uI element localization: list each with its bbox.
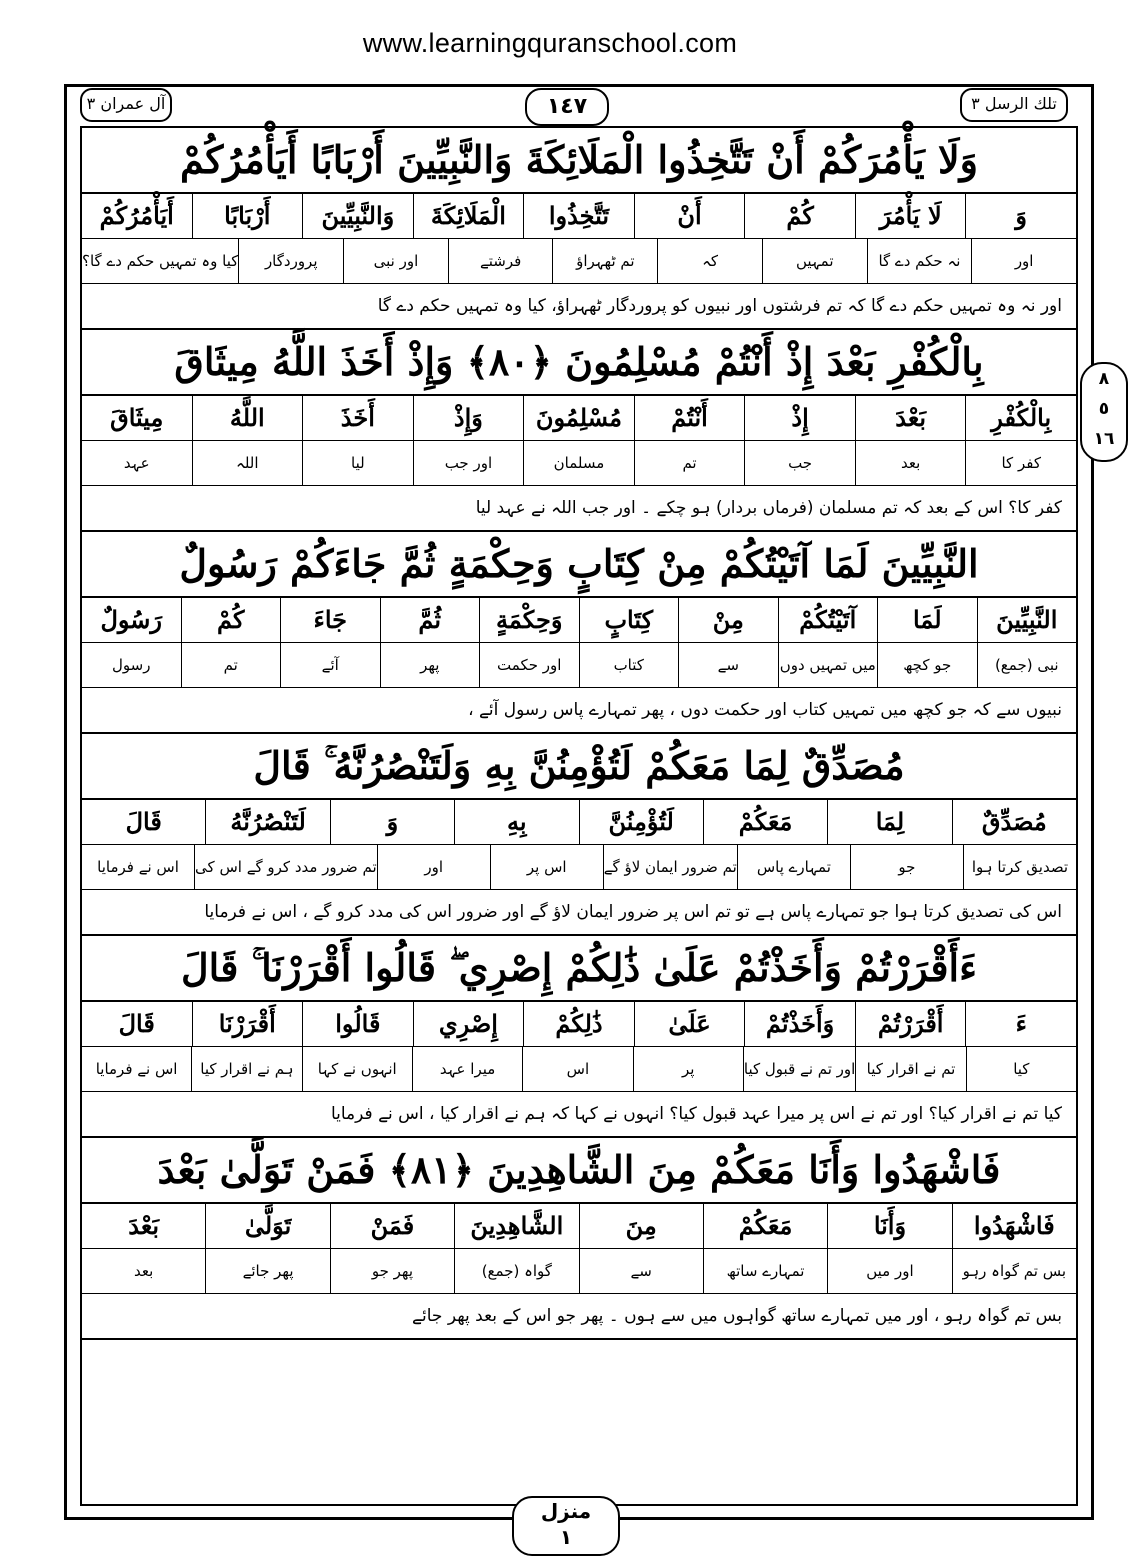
meaning-row <box>82 239 1076 284</box>
page-number: ١٤٧ <box>525 88 609 126</box>
surah-label: آل عمران ٣ <box>80 88 172 122</box>
meaning-cell: کتاب <box>579 643 679 687</box>
meaning-cell: اور <box>971 239 1076 283</box>
word-cell: مُصَدِّقٌ <box>952 800 1076 844</box>
meaning-cell: تم ضرور ایمان لاؤ گے <box>603 845 737 889</box>
meaning-cell: تمہیں <box>762 239 867 283</box>
word-cell: الشَّاهِدِينَ <box>454 1204 578 1248</box>
meaning-row <box>82 1047 1076 1092</box>
quran-line: وَلَا يَأْمُرَكُمْ أَنْ تَتَّخِذُوا الْمَلَائِكَةَ وَالنَّبِيِّينَ أَرْبَابًا أَيَأْمُرُكُمْ <box>82 128 1076 194</box>
word-cell: فَمَنْ <box>330 1204 454 1248</box>
meaning-cell: میرا عہد <box>412 1047 522 1091</box>
meaning-cell: ہم نے اقرار کیا <box>191 1047 301 1091</box>
word-cell: أَقْرَرْتُمْ <box>855 1002 966 1046</box>
word-cell: أَقْرَرْنَا <box>192 1002 303 1046</box>
meaning-cell: پھر <box>380 643 480 687</box>
meaning-cell: جب <box>744 441 855 485</box>
word-cell: أَرْبَابًا <box>192 194 303 238</box>
meaning-cell: انہوں نے کہا <box>302 1047 412 1091</box>
word-cell: كُمْ <box>744 194 855 238</box>
meaning-cell: اور <box>377 845 490 889</box>
quran-line: فَاشْهَدُوا وَأَنَا مَعَكُمْ مِنَ الشَّاهِدِينَ ﴿٨١﴾ فَمَنْ تَوَلَّىٰ بَعْدَ <box>82 1138 1076 1204</box>
word-row <box>82 194 1076 239</box>
meaning-cell: پھر جائے <box>205 1249 329 1293</box>
page-content <box>82 128 1076 1340</box>
meaning-cell: مسلمان <box>523 441 634 485</box>
word-cell: مِيثَاقَ <box>110 403 164 432</box>
juz-label: تلك الرسل ٣ <box>960 88 1068 122</box>
meaning-cell: فرشتے <box>448 239 553 283</box>
word-cell: فَاشْهَدُوا <box>952 1204 1076 1248</box>
translation-line: بس تم گواہ رہو ، اور میں تمہارے ساتھ گواہوں میں سے ہوں ۔ پھر جو اس کے بعد پھر جائے <box>82 1294 1076 1340</box>
word-cell: مُسْلِمُونَ <box>523 396 634 440</box>
meaning-cell: تم ٹھہراؤ <box>552 239 657 283</box>
word-row <box>82 1204 1076 1249</box>
meaning-cell: اس نے فرمایا <box>97 858 179 876</box>
meaning-cell: اللہ <box>192 441 303 485</box>
translation-line: اور نہ وہ تمہیں حکم دے گا کہ تم فرشتوں اور نبیوں کو پروردگار ٹھہراؤ، کیا وہ تمہیں حکم دے گا <box>82 284 1076 330</box>
word-cell: رَسُولٌ <box>100 605 163 634</box>
section-5 <box>82 936 1076 1138</box>
meaning-cell: اور تم نے قبول کیا <box>743 1047 855 1091</box>
word-cell: مَعَكُمْ <box>703 800 827 844</box>
word-cell: أَيَأْمُرُكُمْ <box>99 201 174 230</box>
word-cell: أَنْ <box>634 194 745 238</box>
word-row <box>82 800 1076 845</box>
word-cell: ثُمَّ <box>380 598 480 642</box>
meaning-cell: جو کچھ <box>877 643 977 687</box>
word-row <box>82 598 1076 643</box>
word-cell: قَالُوا <box>302 1002 413 1046</box>
meaning-cell: کہ <box>657 239 762 283</box>
meaning-cell: اور جب <box>413 441 524 485</box>
section-1 <box>82 128 1076 330</box>
meaning-row <box>82 643 1076 688</box>
meaning-cell: پھر جو <box>330 1249 454 1293</box>
meaning-cell: بس تم گواہ رہو <box>952 1249 1076 1293</box>
word-cell: كِتَابٍ <box>579 598 679 642</box>
word-cell: عَلَىٰ <box>634 1002 745 1046</box>
meaning-cell: تمہارے ساتھ <box>703 1249 827 1293</box>
meaning-cell: جو <box>850 845 963 889</box>
ruku-marker <box>1080 362 1128 462</box>
meaning-cell: تم <box>634 441 745 485</box>
word-cell: أَنْتُمْ <box>634 396 745 440</box>
meaning-cell: بعد <box>855 441 966 485</box>
meaning-cell: تم <box>181 643 281 687</box>
word-cell: بَعْدَ <box>855 396 966 440</box>
section-6 <box>82 1138 1076 1340</box>
quran-line: مُصَدِّقٌ لِمَا مَعَكُمْ لَتُؤْمِنُنَّ بِهِ وَلَتَنْصُرُنَّهُ ۚ قَالَ <box>82 734 1076 800</box>
word-cell: لَتَنْصُرُنَّهُ <box>205 800 329 844</box>
word-cell: بَعْدَ <box>128 1211 160 1240</box>
meaning-cell: تم نے اقرار کیا <box>855 1047 965 1091</box>
meaning-cell: بعد <box>134 1262 154 1280</box>
section-4 <box>82 734 1076 936</box>
translation-line: نبیوں سے کہ جو کچھ میں تمہیں کتاب اور حکمت دوں ، پھر تمہارے پاس رسول آئے ، <box>82 688 1076 734</box>
meaning-cell: اور نبی <box>343 239 448 283</box>
quran-line: بِالْكُفْرِ بَعْدَ إِذْ أَنْتُمْ مُسْلِمُونَ ﴿٨٠﴾ وَإِذْ أَخَذَ اللَّهُ مِيثَاقَ <box>82 330 1076 396</box>
meaning-cell: تم ضرور مدد کرو گے اس کی <box>194 845 377 889</box>
word-cell: إِذْ <box>744 396 855 440</box>
word-cell: الْمَلَائِكَةَ <box>413 194 524 238</box>
word-cell: وَحِكْمَةٍ <box>479 598 579 642</box>
ruku-bottom: ١٦ <box>1093 429 1115 449</box>
meaning-cell: میں تمہیں دوں <box>778 643 878 687</box>
word-cell: بِهِ <box>454 800 578 844</box>
meaning-cell: تصدیق کرتا ہوا <box>963 845 1076 889</box>
meaning-cell: اس نے فرمایا <box>95 1060 178 1078</box>
section-2 <box>82 330 1076 532</box>
translation-line: کفر کا؟ اس کے بعد کہ تم مسلمان (فرماں بردار) ہو چکے ۔ اور جب اللہ نے عہد لیا <box>82 486 1076 532</box>
word-cell: أَخَذَ <box>302 396 413 440</box>
quran-line: النَّبِيِّينَ لَمَا آتَيْتُكُمْ مِنْ كِتَابٍ وَحِكْمَةٍ ثُمَّ جَاءَكُمْ رَسُولٌ <box>82 532 1076 598</box>
word-cell: ذَٰلِكُمْ <box>523 1002 634 1046</box>
meaning-cell: پروردگار <box>238 239 343 283</box>
meaning-row <box>82 441 1076 486</box>
meaning-cell: سے <box>678 643 778 687</box>
word-cell: وَالنَّبِيِّينَ <box>302 194 413 238</box>
word-cell: مَعَكُمْ <box>703 1204 827 1248</box>
word-cell: مِنْ <box>678 598 778 642</box>
meaning-row <box>82 1249 1076 1294</box>
meaning-cell: سے <box>579 1249 703 1293</box>
word-cell: تَتَّخِذُوا <box>523 194 634 238</box>
manzil-badge <box>512 1496 620 1556</box>
meaning-cell: گواہ (جمع) <box>454 1249 578 1293</box>
word-cell: كُمْ <box>181 598 281 642</box>
word-cell: وَإِذْ <box>413 396 524 440</box>
word-cell: إِصْرِي <box>413 1002 524 1046</box>
translation-line: کیا تم نے اقرار کیا؟ اور تم نے اس پر میرا عہد قبول کیا؟ انہوں نے کہا کہ ہم نے اقرار کیا ، اس نے فرمایا <box>82 1092 1076 1138</box>
section-3 <box>82 532 1076 734</box>
word-cell: لَمَا <box>877 598 977 642</box>
word-cell: لَتُؤْمِنُنَّ <box>579 800 703 844</box>
word-row <box>82 396 1076 441</box>
meaning-cell: کیا وہ تمہیں حکم دے گا؟ <box>82 252 239 270</box>
manzil-label: منزل <box>540 1499 592 1523</box>
meaning-row <box>82 845 1076 890</box>
manzil-number: ١ <box>559 1525 573 1549</box>
word-cell: قَالَ <box>118 1009 155 1038</box>
quran-line: ءَأَقْرَرْتُمْ وَأَخَذْتُمْ عَلَىٰ ذَٰلِكُمْ إِصْرِي ۖ قَالُوا أَقْرَرْنَا ۚ قَالَ <box>82 936 1076 1002</box>
ruku-top: ٨ <box>1098 369 1110 389</box>
meaning-cell: اور حکمت <box>479 643 579 687</box>
word-cell: النَّبِيِّينَ <box>977 598 1077 642</box>
word-cell: آتَيْتُكُمْ <box>778 598 878 642</box>
meaning-cell: اور میں <box>827 1249 951 1293</box>
word-cell: وَ <box>330 800 454 844</box>
word-cell: جَاءَ <box>280 598 380 642</box>
word-cell: بِالْكُفْرِ <box>965 396 1076 440</box>
meaning-cell: کیا <box>966 1047 1076 1091</box>
meaning-cell: کفر کا <box>965 441 1076 485</box>
word-cell: وَ <box>965 194 1076 238</box>
word-cell: قَالَ <box>125 807 162 836</box>
meaning-cell: نہ حکم دے گا <box>867 239 972 283</box>
word-cell: تَوَلَّىٰ <box>205 1204 329 1248</box>
translation-line: اس کی تصدیق کرتا ہوا جو تمہارے پاس ہے تو تم اس پر ضرور ایمان لاؤ گے اور ضرور اس کی مدد کرو گے ، اس نے فرمایا <box>82 890 1076 936</box>
word-row <box>82 1002 1076 1047</box>
word-cell: وَأَنَا <box>827 1204 951 1248</box>
meaning-cell: رسول <box>112 656 151 674</box>
ruku-mid: ٥ <box>1098 399 1110 419</box>
word-cell: لِمَا <box>827 800 951 844</box>
word-cell: اللَّهُ <box>192 396 303 440</box>
meaning-cell: نبی (جمع) <box>977 643 1077 687</box>
word-cell: وَأَخَذْتُمْ <box>744 1002 855 1046</box>
word-cell: مِنَ <box>579 1204 703 1248</box>
word-cell: لَا يَأْمُرَ <box>855 194 966 238</box>
word-cell: ءَ <box>965 1002 1076 1046</box>
meaning-cell: پر <box>633 1047 743 1091</box>
meaning-cell: تمہارے پاس <box>737 845 850 889</box>
meaning-cell: عہد <box>123 454 150 472</box>
site-url: www.learningquranschool.com <box>362 28 738 58</box>
meaning-cell: اس پر <box>490 845 603 889</box>
meaning-cell: آئے <box>280 643 380 687</box>
meaning-cell: اس <box>522 1047 632 1091</box>
meaning-cell: لیا <box>302 441 413 485</box>
